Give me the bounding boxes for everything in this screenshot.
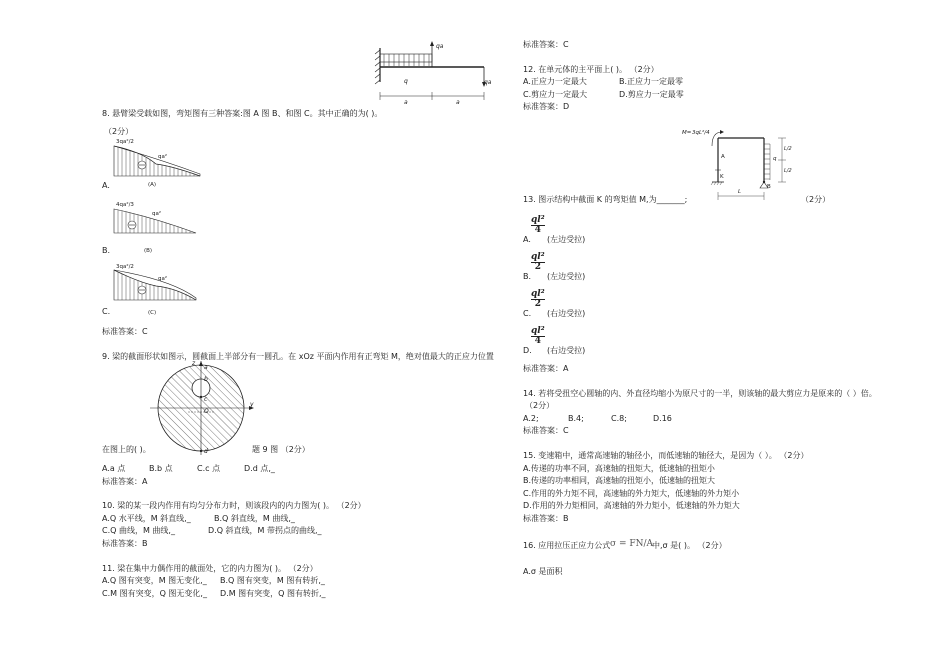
q8-fig-a2-label: a <box>456 99 460 106</box>
q9-answer: 标准答案：A <box>102 477 148 486</box>
q13-option-d-numerator: ql² <box>531 326 545 336</box>
q8-fig-q-label: q <box>404 78 408 85</box>
q14-option-d[interactable]: D.16 <box>653 414 672 423</box>
q7-answer: 标准答案：C <box>523 40 569 49</box>
q8-moment-diagram-b <box>112 199 207 254</box>
q13-score: （2分） <box>801 195 831 204</box>
q8-moment-diagram-a <box>112 138 207 190</box>
q9-option-c[interactable]: C.c 点 <box>197 464 221 473</box>
q9-o-label: O <box>204 408 209 415</box>
q14-option-b[interactable]: B.4; <box>568 414 584 423</box>
q15-option-c[interactable]: C.作用的外力矩不同，高速轴的外力矩大，低速轴的外力矩小 <box>523 489 740 498</box>
q13-option-c-letter[interactable]: C. <box>523 309 532 318</box>
q9-c-label: c <box>204 396 208 403</box>
q14-answer: 标准答案：C <box>523 426 569 435</box>
q9-option-d[interactable]: D.d 点,_ <box>244 464 275 473</box>
q10-option-b[interactable]: B.Q 斜直线，M 曲线,_ <box>214 514 295 523</box>
q13-l-label: L <box>738 189 742 195</box>
q9-stem-2: 在图上的( )。 <box>102 445 151 454</box>
q13-h2-label: L/2 <box>784 168 792 174</box>
q13-option-d-letter[interactable]: D. <box>523 346 532 355</box>
q15-stem: 15. 变速箱中，通常高速轴的轴径小，而低速轴的轴径大，是因为（ ）。 （2分） <box>523 451 809 460</box>
q8-option-c-letter[interactable]: C. <box>102 307 111 316</box>
q9-stem: 9. 梁的截面形状如图示，圆截面上半部分有一圆孔。在 xOz 平面内作用有正弯矩 M，绝对值最大的正应力位置 <box>102 352 494 361</box>
q9-z-label: z <box>192 360 196 367</box>
q9-d-label: d <box>204 448 208 455</box>
q8-b-mid-label: qa² <box>152 211 162 217</box>
q13-option-b-denominator: 2 <box>531 262 545 272</box>
q10-answer: 标准答案：B <box>102 539 148 548</box>
q13-b-label: B <box>767 184 771 190</box>
q13-option-a-fraction <box>531 216 545 235</box>
q9-b-label: b <box>204 376 208 383</box>
q9-option-b[interactable]: B.b 点 <box>149 464 173 473</box>
q8-a-peak-label: 3qa²/2 <box>116 139 134 145</box>
q12-option-c[interactable]: C.剪应力一定最大 <box>523 90 588 99</box>
q13-option-d-fraction <box>531 327 545 346</box>
q13-m-label: M= <box>682 130 692 136</box>
q8-c-caption: (C) <box>148 310 157 316</box>
q13-answer: 标准答案：A <box>523 364 569 373</box>
q12-option-a[interactable]: A.正应力一定最大 <box>523 77 587 86</box>
q8-option-a-letter[interactable]: A. <box>102 181 110 190</box>
q13-option-c-denominator: 2 <box>531 299 545 309</box>
q13-k-label: K <box>720 174 724 180</box>
q15-option-d[interactable]: D.作用的外力矩相同，高速轴的外力矩小，低速轴的外力矩大 <box>523 501 740 510</box>
q8-c-peak-label: 3qa²/2 <box>116 264 134 270</box>
q13-option-d-denominator: 4 <box>531 336 545 346</box>
q8-a-mid-label: qa² <box>158 154 168 160</box>
q14-stem: 14. 若将受扭空心圆轴的内、外直径均缩小为原尺寸的一半，则该轴的最大剪应力是原来的（ ）倍。 <box>523 389 877 398</box>
q8-moment-diagram-c <box>112 262 207 314</box>
q15-option-b[interactable]: B.传递的功率相同，高速轴的扭矩小，低速轴的扭矩大 <box>523 476 716 485</box>
q13-option-a-numerator: ql² <box>531 215 545 225</box>
q13-option-a-note: (左边受拉) <box>547 235 586 244</box>
q8-fig-qa-label: qa <box>436 43 444 50</box>
q14-score: （2分） <box>525 401 555 410</box>
q15-option-a[interactable]: A.传递的功率不同，高速轴的扭矩大，低速轴的扭矩小 <box>523 464 715 473</box>
q9-option-a[interactable]: A.a 点 <box>102 464 126 473</box>
q12-stem: 12. 在单元体的主平面上( )。 （2分） <box>523 65 659 74</box>
q12-answer: 标准答案：D <box>523 102 570 111</box>
q12-option-b[interactable]: B.正应力一定最零 <box>619 77 684 86</box>
q13-option-b-numerator: ql² <box>531 252 545 262</box>
q11-stem: 11. 梁在集中力偶作用的截面处，它的内力图为( )。 （2分） <box>102 564 318 573</box>
q10-stem: 10. 梁的某一段内作用有均匀分布力时，则该段内的内力图为( )。 （2分） <box>102 501 366 510</box>
q8-a-caption: (A) <box>148 182 157 188</box>
q11-option-c[interactable]: C.M 图有突变，Q 图无变化,_ <box>102 589 207 598</box>
q9-fig-caption: 题 9 图 （2分） <box>252 445 310 454</box>
q10-option-a[interactable]: A.Q 水平线，M 斜直线,_ <box>102 514 191 523</box>
q13-option-c-numerator: ql² <box>531 289 545 299</box>
q13-option-a-letter[interactable]: A. <box>523 235 531 244</box>
q16-option-a[interactable]: A.σ 是面积 <box>523 567 563 576</box>
q8-stem: 8. 悬臂梁受载如图，弯矩图有三种答案:图 A 图 B、和图 C。其中正确的为( )。 <box>102 109 383 118</box>
q8-fig-qa-end-label: qa <box>484 79 492 86</box>
q13-option-c-note: (右边受拉) <box>547 309 586 318</box>
q12-option-d[interactable]: D.剪应力一定最零 <box>619 90 684 99</box>
q13-a-label: A <box>721 154 725 160</box>
q16-stem-a: 16. 应用拉压正应力公式 <box>523 541 611 550</box>
q14-option-a[interactable]: A.2; <box>523 414 539 423</box>
q14-option-c[interactable]: C.8; <box>611 414 627 423</box>
q10-option-d[interactable]: D.Q 斜直线，M 带拐点的曲线,_ <box>208 526 322 535</box>
q11-option-d[interactable]: D.M 图有突变，Q 图有转折,_ <box>220 589 326 598</box>
q8-option-b-letter[interactable]: B. <box>102 246 111 255</box>
q8-beam-figure <box>374 40 494 110</box>
q13-option-b-note: (左边受拉) <box>547 272 586 281</box>
q16-formula: σ = FN/A <box>610 539 654 549</box>
q9-y-label: y <box>250 401 254 408</box>
q11-option-a[interactable]: A.Q 图有突变，M 图无变化,_ <box>102 576 207 585</box>
q9-cross-section-figure <box>148 361 258 455</box>
q13-option-b-fraction <box>531 253 545 272</box>
q13-frame-figure <box>682 124 792 204</box>
q8-answer: 标准答案：C <box>102 327 148 336</box>
q13-option-d-note: (右边受拉) <box>547 346 586 355</box>
q13-option-b-letter[interactable]: B. <box>523 272 532 281</box>
q15-answer: 标准答案：B <box>523 514 569 523</box>
q8-fig-a1-label: a <box>404 99 408 106</box>
q13-q-label: q <box>773 156 777 162</box>
q13-stem: 13. 图示结构中截面 K 的弯矩值 M,为_______; <box>523 195 688 204</box>
q8-c-mid-label: qa² <box>158 276 168 282</box>
q8-b-caption: (B) <box>144 248 153 254</box>
q8-b-peak-label: 4qa²/3 <box>116 202 134 208</box>
q13-h1-label: L/2 <box>784 146 792 152</box>
q8-score: （2分） <box>104 127 134 136</box>
q13-option-c-fraction <box>531 290 545 309</box>
q11-option-b[interactable]: B.Q 图有突变，M 图有转折,_ <box>220 576 325 585</box>
q13-m-value-label: 3qL²/4 <box>692 130 710 136</box>
q10-option-c[interactable]: C.Q 曲线，M 曲线,_ <box>102 526 175 535</box>
q13-option-a-denominator: 4 <box>531 225 545 235</box>
q16-stem-b: 中,σ 是( )。 （2分） <box>652 541 727 550</box>
q9-a-label: a <box>204 364 208 371</box>
